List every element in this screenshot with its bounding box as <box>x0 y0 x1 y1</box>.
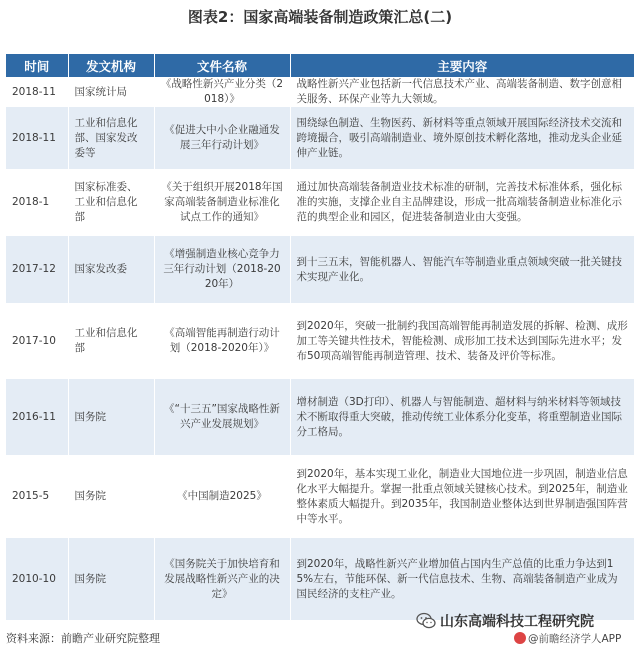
cell-agency: 国家发改委 <box>68 236 154 303</box>
table-row <box>6 107 634 169</box>
cell-document: 《中国制造2025》 <box>154 455 290 538</box>
table-row <box>6 303 634 379</box>
cell-time: 2010-10 <box>6 538 68 620</box>
cell-agency: 国家统计局 <box>68 77 154 107</box>
cell-document: 《促进大中小企业融通发展三年行动计划》 <box>154 107 290 169</box>
cell-time: 2018-1 <box>6 169 68 236</box>
cell-content: 围绕绿色制造、生物医药、新材料等重点领域开展国际经济技术交流和跨境撮合，吸引高端制造业、境外原创技术孵化落地，推动龙头企业延伸产业链。 <box>290 107 634 169</box>
table-row <box>6 455 634 538</box>
cell-time: 2017-10 <box>6 303 68 379</box>
table-row <box>6 169 634 236</box>
watermark-account: 山东高端科技工程研究院 <box>440 614 594 630</box>
table-row <box>6 77 634 107</box>
cell-content: 战略性新兴产业包括新一代信息技术产业、高端装备制造、数字创意相关服务、环保产业等九大领域。 <box>290 77 634 107</box>
cell-content: 到2020年，突破一批制约我国高端智能再制造发展的拆解、检测、成形加工等关键共性技术，智能检测、成形加工技术达到国际先进水平；发布50项高端智能再制造管理、技术、装备及评价等标准。 <box>290 303 634 379</box>
cell-time: 2015-5 <box>6 455 68 538</box>
table-row <box>6 236 634 303</box>
cell-content: 到2020年，基本实现工业化，制造业大国地位进一步巩固，制造业信息化水平大幅提升。掌握一批重点领域关键核心技术。到2025年，制造业整体素质大幅提升。到2035年，我国制造业整体达到世界制造强国阵营中等水平。 <box>290 455 634 538</box>
table-row <box>6 538 634 620</box>
cell-document: 《战略性新兴产业分类（2018）》 <box>154 77 290 107</box>
watermark-app: @前瞻经济学人APP <box>528 633 622 645</box>
cell-agency: 国家标准委、工业和信息化部 <box>68 169 154 236</box>
header-agency: 发文机构 <box>68 54 154 77</box>
cell-time: 2018-11 <box>6 77 68 107</box>
cell-content: 通过加快高端装备制造业技术标准的研制，完善技术标准体系，强化标准的实施，支撑企业自主品牌建设，形成一批高端装备制造业标准化示范的典型企业和园区，促进装备制造业由大变强。 <box>290 169 634 236</box>
table-header-row <box>6 54 634 77</box>
cell-content: 增材制造（3D打印）、机器人与智能制造、超材料与纳米材料等领域技术不断取得重大突破，推动传统工业体系分化变革，将重塑制造业国际分工格局。 <box>290 379 634 455</box>
cell-document: 《增强制造业核心竞争力三年行动计划（2018-2020年） <box>154 236 290 303</box>
cell-document: 《关于组织开展2018年国家高端装备制造业标准化试点工作的通知》 <box>154 169 290 236</box>
policy-table <box>6 54 634 620</box>
cell-agency: 国务院 <box>68 379 154 455</box>
cell-agency: 国务院 <box>68 538 154 620</box>
header-document: 文件名称 <box>154 54 290 77</box>
table-row <box>6 379 634 455</box>
figure-title: 图表2：国家高端装备制造政策汇总(二) <box>187 8 453 26</box>
cell-content: 到十三五末，智能机器人、智能汽车等制造业重点领域突破一批关键技术实现产业化。 <box>290 236 634 303</box>
source-note: 资料来源：前瞻产业研究院整理 <box>6 632 160 645</box>
wechat-icon <box>416 612 436 630</box>
cell-document: 《“十三五”国家战略性新兴产业发展规划》 <box>154 379 290 455</box>
cell-agency: 工业和信息化部 <box>68 303 154 379</box>
cell-agency: 工业和信息化部、国家发改委等 <box>68 107 154 169</box>
cell-agency: 国务院 <box>68 455 154 538</box>
cell-document: 《高端智能再制造行动计划（2018-2020年）》 <box>154 303 290 379</box>
cell-content: 到2020年，战略性新兴产业增加值占国内生产总值的比重力争达到15%左右，节能环保、新一代信息技术、生物、高端装备制造产业成为国民经济的支柱产业。 <box>290 538 634 620</box>
cell-time: 2018-11 <box>6 107 68 169</box>
header-content: 主要内容 <box>290 54 634 77</box>
cell-time: 2017-12 <box>6 236 68 303</box>
cell-time: 2016-11 <box>6 379 68 455</box>
header-time: 时间 <box>6 54 68 77</box>
cell-document: 《国务院关于加快培育和发展战略性新兴产业的决定》 <box>154 538 290 620</box>
app-logo-icon <box>514 632 526 644</box>
